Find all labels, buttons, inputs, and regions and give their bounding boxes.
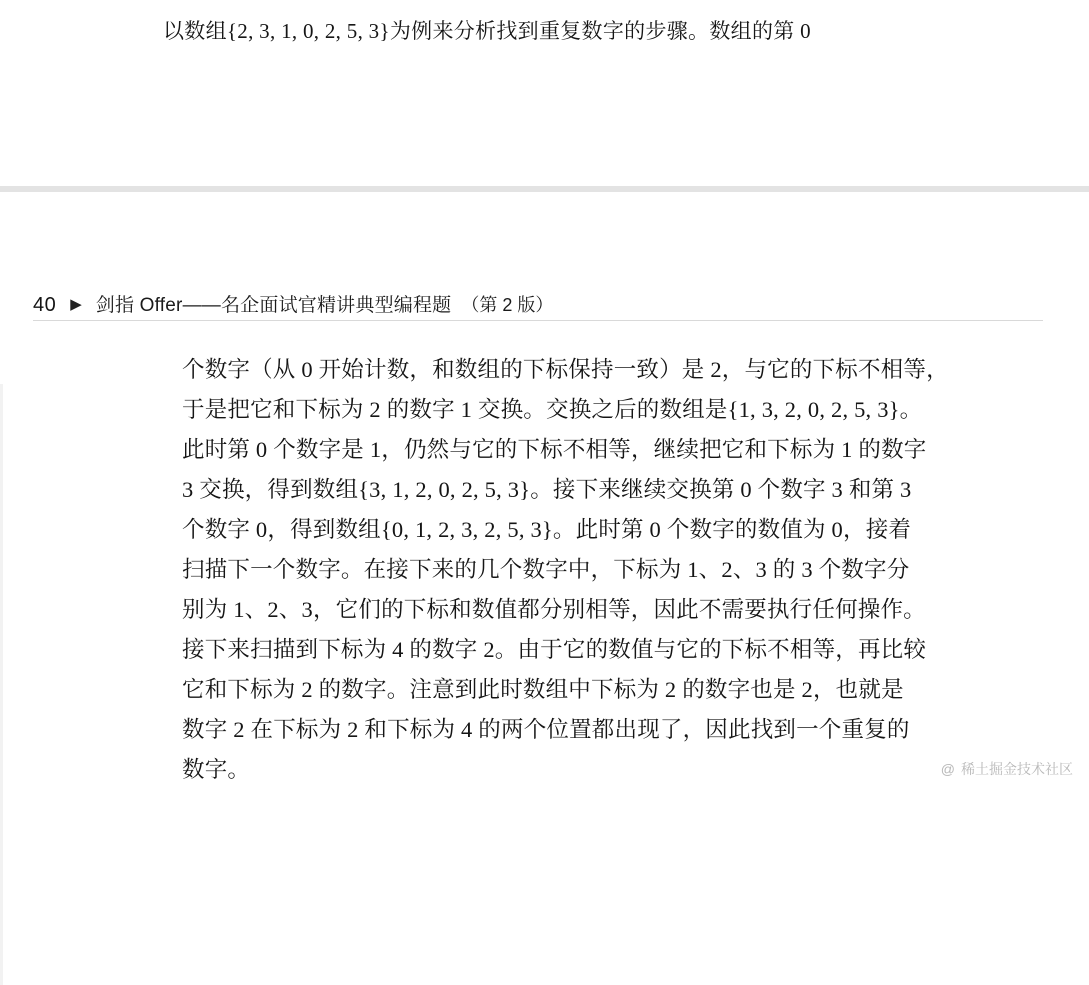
watermark-label: 稀土掘金技术社区 [961, 761, 1073, 777]
text-line: 它和下标为 2 的数字。注意到此时数组中下标为 2 的数字也是 2，也就是 [182, 677, 904, 702]
text-line: 数字 2 在下标为 2 和下标为 4 的两个位置都出现了，因此找到一个重复的 [182, 717, 910, 742]
running-head [33, 290, 553, 317]
header-divider [33, 320, 1043, 321]
book-title: 剑指 Offer——名企面试官精讲典型编程题 [95, 295, 452, 316]
text-line: 个数字 0，得到数组{0, 1, 2, 3, 2, 5, 3}。此时第 0 个数字的数值为 0，接着 [182, 517, 912, 542]
text-line: 别为 1、2、3，它们的下标和数值都分别相等，因此不需要执行任何操作。 [182, 597, 926, 622]
text-line: 3 交换，得到数组{3, 1, 2, 0, 2, 5, 3}。接下来继续交换第 0 个数字 3 和第 3 [182, 477, 912, 502]
body-paragraph [182, 350, 1044, 790]
page-number: 40 [33, 294, 57, 316]
book-edition: （第 2 版） [461, 295, 554, 315]
text-line: 数字。 [182, 757, 251, 782]
triangle-marker-icon: ▶ [70, 297, 82, 313]
watermark [941, 759, 1073, 779]
text-line: 扫描下一个数字。在接下来的几个数字中，下标为 1、2、3 的 3 个数字分 [182, 557, 910, 582]
text-line: 此时第 0 个数字是 1，仍然与它的下标不相等，继续把它和下标为 1 的数字 [182, 437, 927, 462]
paragraph-block [182, 350, 1044, 790]
current-page [0, 192, 1089, 793]
previous-page-last-line: 以数组{2, 3, 1, 0, 2, 5, 3}为例来分析找到重复数字的步骤。数组的第 0 [163, 19, 811, 43]
at-sign-icon: @ [940, 761, 955, 777]
text-line: 个数字（从 0 开始计数，和数组的下标保持一致）是 2，与它的下标不相等， [182, 357, 949, 382]
previous-page-fragment [0, 0, 1089, 186]
scan-edge [0, 384, 3, 985]
text-line: 接下来扫描到下标为 4 的数字 2。由于它的数值与它的下标不相等，再比较 [182, 637, 927, 662]
text-line: 于是把它和下标为 2 的数字 1 交换。交换之后的数组是{1, 3, 2, 0, 2, 5, 3}。 [182, 397, 923, 422]
